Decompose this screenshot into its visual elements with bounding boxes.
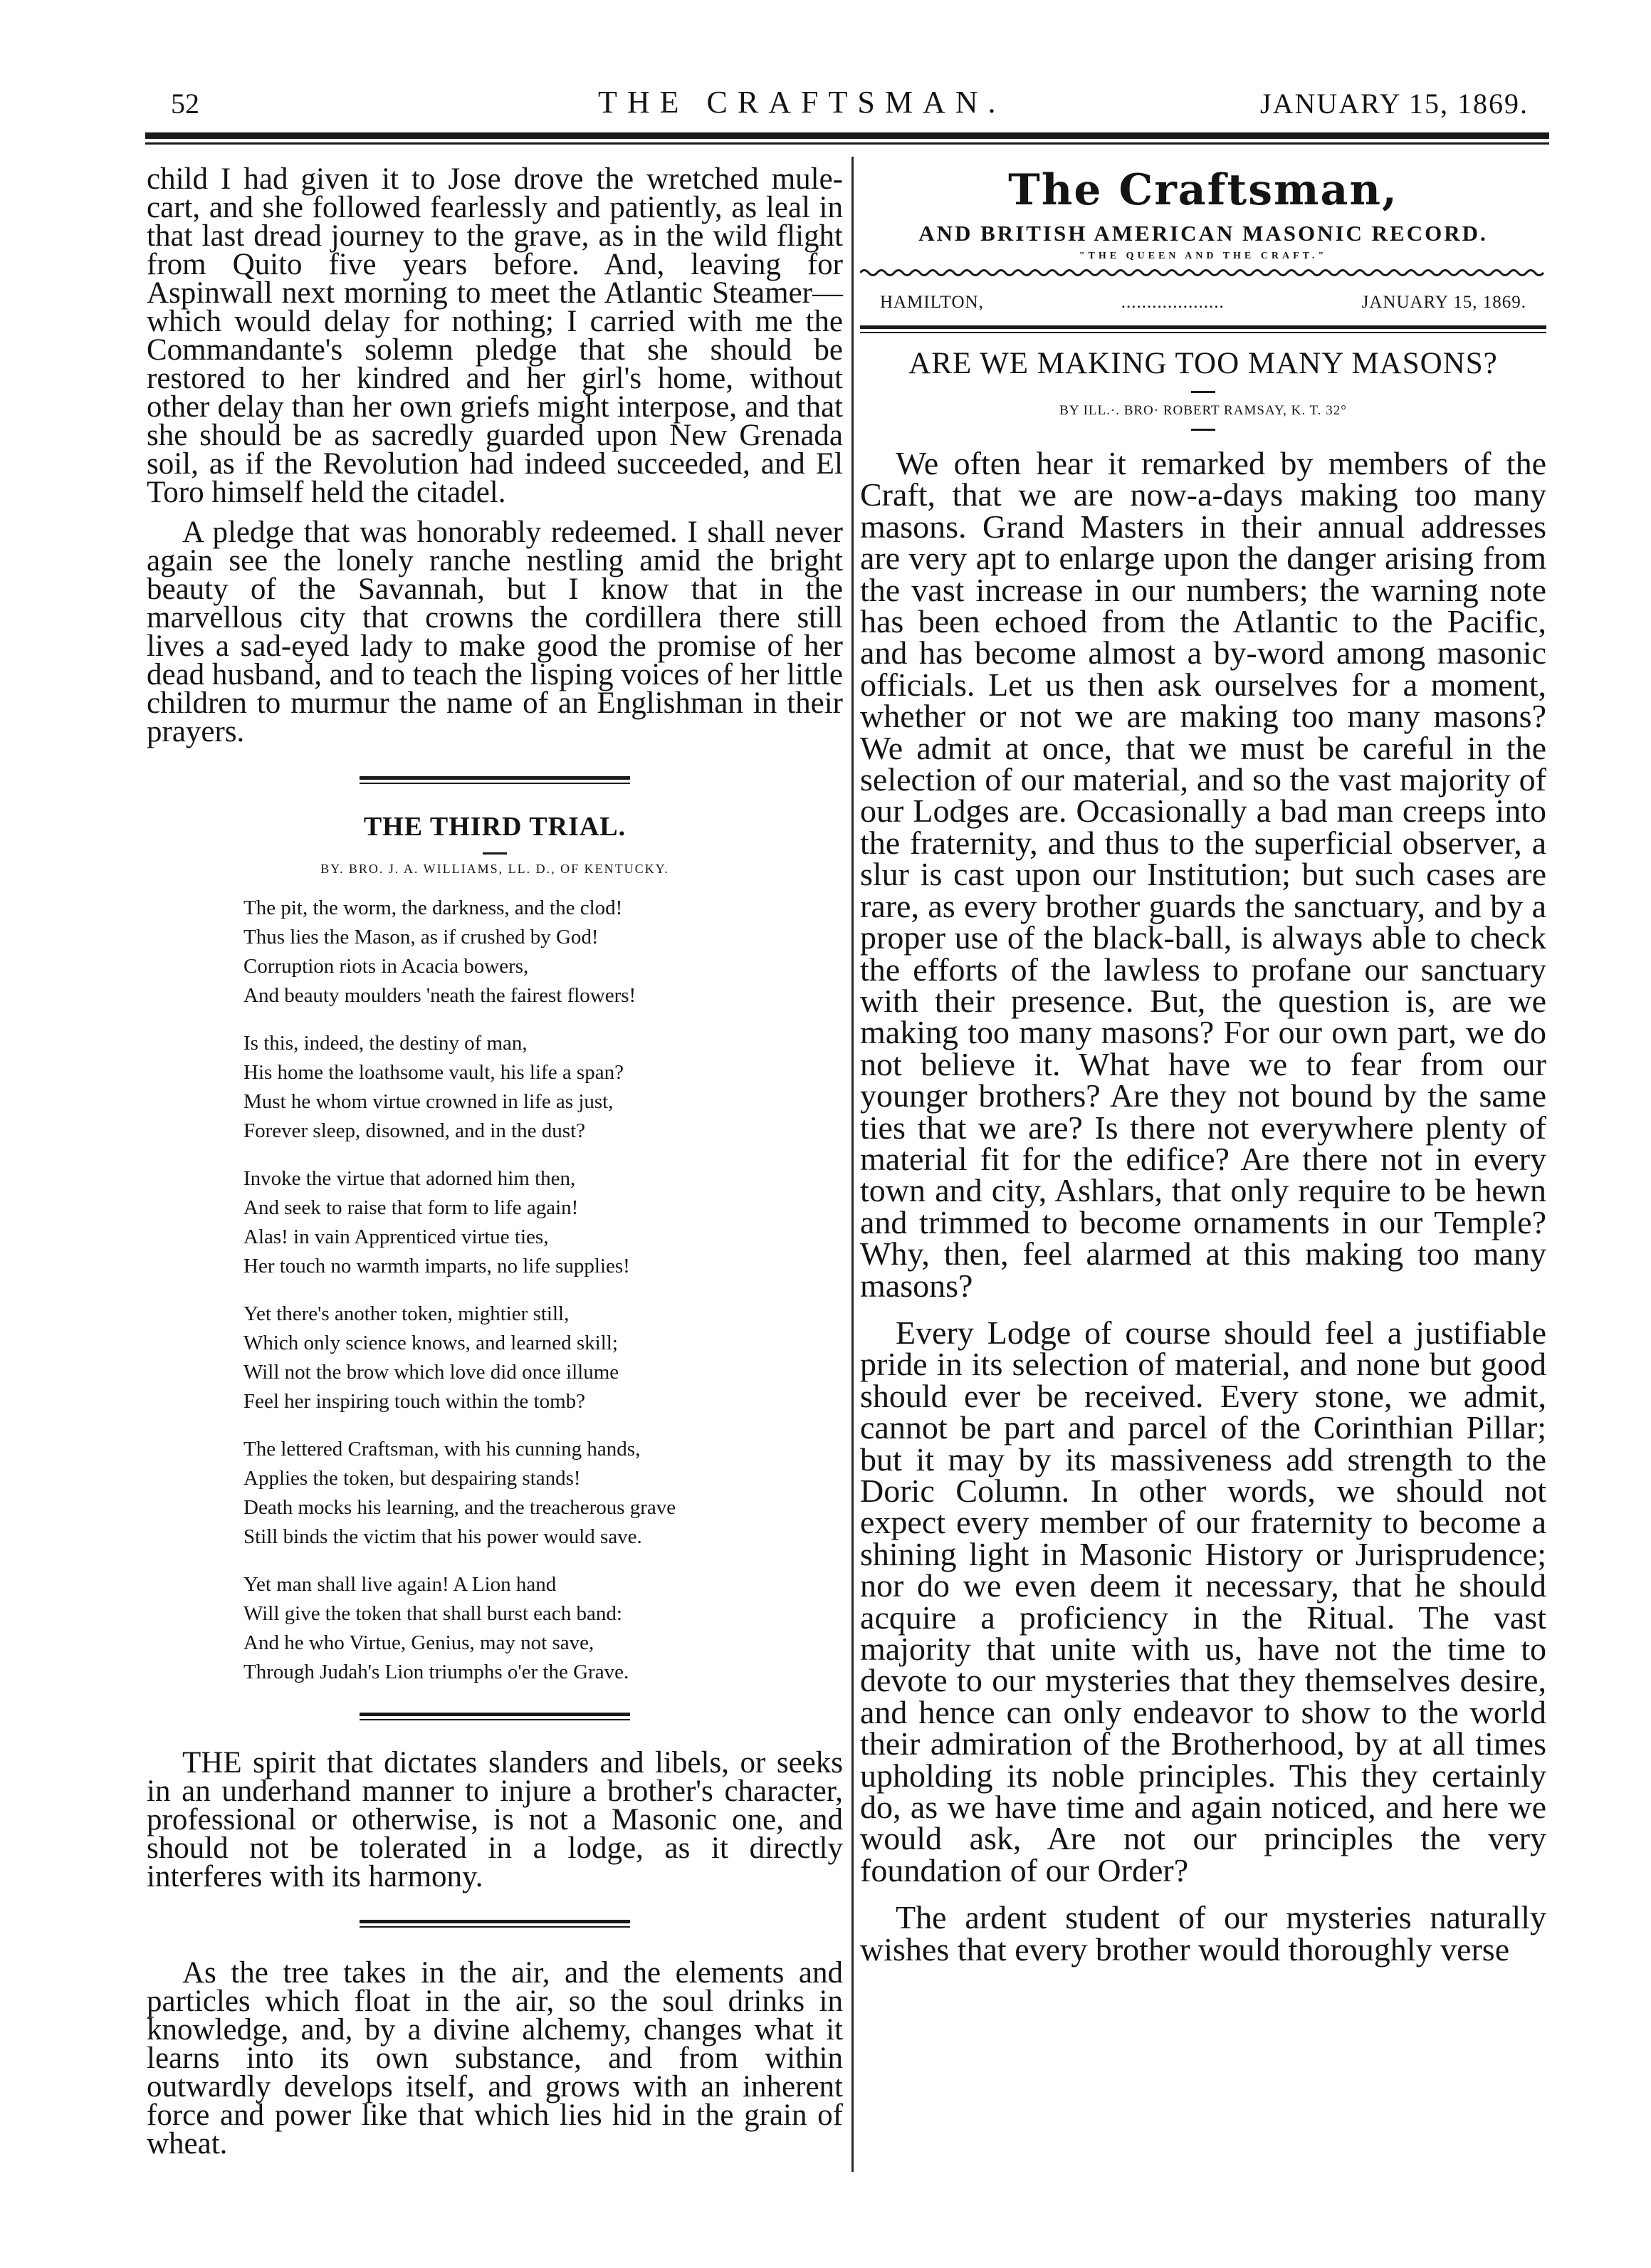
poem-line: And he who Virtue, Genius, may not save, bbox=[243, 1631, 594, 1654]
article-byline: BY ILL.·. BRO· ROBERT RAMSAY, K. T. 32° bbox=[1059, 403, 1347, 418]
poem-stanza bbox=[147, 894, 843, 1010]
wavy-rule bbox=[860, 268, 1546, 278]
title-dash bbox=[483, 852, 507, 855]
byline-dash bbox=[1191, 429, 1215, 431]
poem-title: THE THIRD TRIAL. bbox=[363, 812, 627, 842]
poem-line: Invoke the virtue that adorned him then, bbox=[243, 1167, 576, 1190]
dateline-dots: .................... bbox=[1121, 293, 1225, 312]
article-title: ARE WE MAKING TOO MANY MASONS? bbox=[908, 347, 1498, 380]
poem-line: Feel her inspiring touch within the tomb? bbox=[243, 1390, 586, 1413]
dateline bbox=[860, 293, 1546, 313]
poem-line: His home the loathsome vault, his life a span? bbox=[243, 1061, 624, 1084]
poem-line: And beauty moulders 'neath the fairest flowers! bbox=[243, 984, 636, 1007]
dateline-date: JANUARY 15, 1869. bbox=[1361, 293, 1526, 312]
section-separator bbox=[360, 1920, 630, 1928]
title-dash bbox=[1191, 391, 1215, 393]
section-separator bbox=[360, 776, 630, 784]
item-paragraph: As the tree takes in the air, and the elements and particles which float in the air, so the soul drinks in knowledge, and, by a divine alchemy, changes what it learns into its own substance, and from within outwardly develops itself, and grows with an inherent force and power like that which lies hid in the grain of wheat. bbox=[147, 1956, 843, 2160]
poem-line: Still binds the victim that his power would save. bbox=[243, 1525, 642, 1548]
left-column bbox=[147, 162, 843, 2160]
dateline-place: HAMILTON, bbox=[880, 293, 984, 312]
poem-line: Through Judah's Lion triumphs o'er the Grave. bbox=[243, 1661, 629, 1683]
poem-line: Alas! in vain Apprenticed virtue ties, bbox=[243, 1226, 549, 1248]
poem-stanza bbox=[147, 1435, 843, 1552]
poem-line: Applies the token, but despairing stands! bbox=[243, 1467, 581, 1490]
poem-body bbox=[147, 894, 843, 1687]
poem-line: And seek to raise that form to life again! bbox=[243, 1196, 579, 1219]
poem-line: Thus lies the Mason, as if crushed by God! bbox=[243, 926, 599, 949]
poem-line: The lettered Craftsman, with his cunning hands, bbox=[243, 1438, 641, 1460]
story-paragraph: child I had given it to Jose drove the wretched mule-cart, and she followed fearlessly and patiently, as leal in that last dread journey to the grave, as in the wild flight from Quito five years before. And, leaving for Aspinwall next morning to meet the Atlantic Steamer—which would delay for nothing; I carried with me the Commandante's solemn pledge that she should be restored to her kindred and her girl's home, without other delay than her own griefs might interpose, and that she should be as sacredly guarded upon New Grenada soil, as if the Revolution had indeed succeeded, and El Toro himself held the citadel. bbox=[147, 162, 843, 509]
poem-stanza bbox=[147, 1029, 843, 1146]
right-column bbox=[860, 165, 1546, 1965]
poem-line: Will give the token that shall burst each band: bbox=[243, 1602, 622, 1625]
article-paragraph: We often hear it remarked by members of the Craft, that we are now-a-days making too many masons. Grand Masters in their annual addresses are very apt to enlarge upon the danger arising from the vast increase in our numbers; the warning note has been echoed from the Atlantic to the Pacific, and has become almost a by-word among masonic officials. Let us then ask ourselves for a moment, whether or not we are making too many masons? We admit at once, that we must be careful in the selection of our material, and so the vast majority of our Lodges are. Occasionally a bad man creeps into the fraternity, and thus to the superficial observer, a slur is cast upon our Institution; but such cases are rare, as every brother guards the sanctuary, and by a proper use of the black-ball, is always able to check the efforts of the lawless to profane our sanctuary with their presence. But, the question is, are we making too many masons? For our own part, we do not believe it. What have we to fear from our younger brothers? Are they not bound by the same ties that we are? Is there not everywhere plenty of material fit for the edifice? Are there not in every town and city, Ashlars, that only require to be hewn and trimmed to become ornaments in our Temple? Why, then, feel alarmed at this making too many masons? bbox=[860, 445, 1546, 1304]
poem-line: Must he whom virtue crowned in life as just, bbox=[243, 1090, 614, 1113]
page-number: 52 bbox=[171, 88, 199, 120]
poem-byline: BY. BRO. J. A. WILLIAMS, LL. D., OF KENTUCKY. bbox=[320, 862, 669, 876]
masthead-subtitle: AND BRITISH AMERICAN MASONIC RECORD. bbox=[918, 221, 1488, 246]
masthead-rule-thin bbox=[860, 332, 1546, 333]
poem-stanza bbox=[147, 1570, 843, 1687]
item-paragraph: THE spirit that dictates slanders and libels, or seeks in an underhand manner to injure a brother's character, professional or otherwise, is not a Masonic one, and should not be tolerated in a lodge, as it directly interferes with its harmony. bbox=[147, 1746, 843, 1893]
poem-stanza bbox=[147, 1300, 843, 1416]
poem-line: Corruption riots in Acacia bowers, bbox=[243, 955, 529, 978]
issue-date: JANUARY 15, 1869. bbox=[1260, 88, 1529, 120]
masthead-title: The Craftsman, bbox=[1008, 165, 1398, 215]
publication-title: THE CRAFTSMAN. bbox=[598, 85, 1006, 120]
article-body bbox=[860, 445, 1546, 1967]
poem-line: The pit, the worm, the darkness, and the clod! bbox=[243, 897, 623, 919]
poem-line: Her touch no warmth imparts, no life supplies! bbox=[243, 1255, 630, 1277]
story-paragraph: A pledge that was honorably redeemed. I shall never again see the lonely ranche nestling amid the bright beauty of the Savannah, but I know that in the marvellous city that crowns the cordillera there still lives a sad-eyed lady to make good the promise of her dead husband, and to teach the lisping voices of her little children to murmur the name of an Englishman in their prayers. bbox=[147, 516, 843, 748]
column-divider bbox=[851, 157, 854, 2172]
poem-line: Is this, indeed, the destiny of man, bbox=[243, 1032, 528, 1055]
poem-line: Forever sleep, disowned, and in the dust? bbox=[243, 1119, 586, 1142]
header-rule bbox=[145, 132, 1549, 139]
article-paragraph: Every Lodge of course should feel a justifiable pride in its selection of material, and none but good should ever be received. Every stone, we admit, cannot be part and parcel of the Corinthian Pillar; but it may by its massiveness add strength to the Doric Column. In other words, we should not expect every member of our fraternity to become a shining light in Masonic History or Jurisprudence; nor do we even deem it necessary, that he should acquire a proficiency in the Ritual. The vast majority that unite with us, have not the time to devote to our mysteries that they themselves desire, and hence can only endeavor to show to the world their admiration of the Brotherhood, by at all times upholding its noble principles. This they certainly do, as we have time and again noticed, and here we would ask, Are not our principles the very foundation of our Order? bbox=[860, 1314, 1546, 1888]
section-separator bbox=[360, 1713, 630, 1720]
poem-line: Yet man shall live again! A Lion hand bbox=[243, 1573, 557, 1596]
poem-line: Yet there's another token, mightier still, bbox=[243, 1302, 570, 1325]
header-rule-thin bbox=[145, 142, 1549, 145]
article-paragraph: The ardent student of our mysteries naturally wishes that every brother would thoroughly verse bbox=[860, 1899, 1546, 1967]
poem-stanza bbox=[147, 1164, 843, 1281]
poem-line: Will not the brow which love did once illume bbox=[243, 1361, 619, 1384]
masthead-rule bbox=[860, 325, 1546, 329]
masthead-motto: "THE QUEEN AND THE CRAFT." bbox=[1079, 251, 1328, 261]
poem-line: Death mocks his learning, and the treacherous grave bbox=[243, 1496, 676, 1519]
poem-line: Which only science knows, and learned skill; bbox=[243, 1332, 618, 1354]
